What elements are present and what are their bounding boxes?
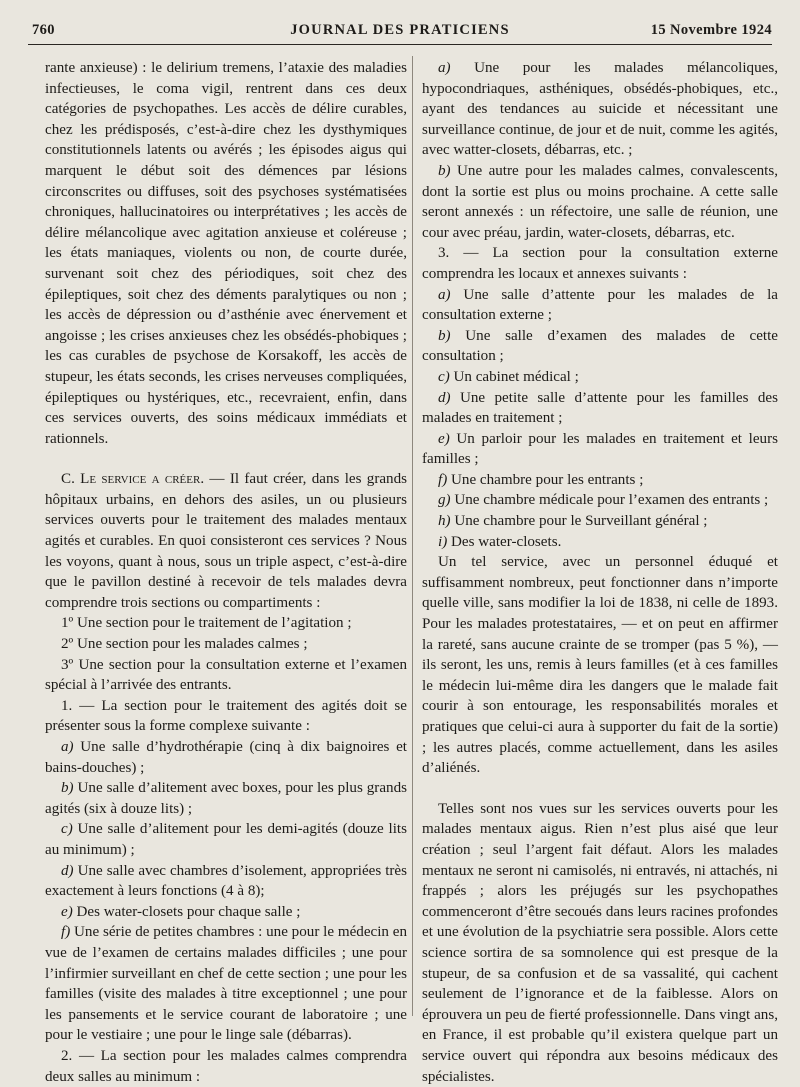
item-letter: f) <box>438 471 448 488</box>
section-1-item-c <box>45 819 407 860</box>
item-text: Une salle d’alitement pour les demi-agités (douze lits au minimum) ; <box>45 821 407 858</box>
item-text: Des water-closets pour chaque salle ; <box>72 903 301 920</box>
section-3-item-c <box>422 367 778 388</box>
item-text: Une salle avec chambres d’isolement, appropriées très exactement à leurs fonctions (4 à 8); <box>45 862 407 900</box>
section-3-intro: 3. — La section pour la consultation externe comprendra les locaux et annexes suivants : <box>422 245 778 282</box>
section-c-paragraph <box>45 469 407 613</box>
item-text: Un cabinet médical ; <box>449 368 579 385</box>
section-2-item-a <box>422 58 778 161</box>
item-letter: g) <box>438 492 451 509</box>
paragraph-psychopath-categories: rante anxieuse) : le delirium tremens, l’ataxie des maladies infectieuses, le coma vigil, rentrent dans ces deux catégories de psychopathes. Les accès de délire curables, chez les prédisposés, c’est-à-dire chez les dysthymiques constitutionnels latents ou avérés ; les épisodes aigus qui marquent le début soit des démences par lésions circonscrites ou diffuses, soit des psychoses systématisées chroniques, hallucinatoires ou interprétatives ; les accès de délire mélancolique avec agitation anxieuse et coléreuse ; les états maniaques, violents ou non, de courte durée, survenant soit chez des périodiques, soit chez des épileptiques, soit chez des déments paralytiques ou non ; les accès de dépression ou d’asthénie avec énervement et angoisse ; les crises anxieuses chez les obsédés-phobiques ; les cas curables de psychose de Korsakoff, les accès de stupeur, les états seconds, les crises nerveuses compliquées, épileptiques ou hystériques, etc., recevraient, enfin, dans ces services ouverts, des soins médicaux immédiats et rationnels. <box>45 60 407 447</box>
item-letter: c) <box>61 821 73 838</box>
item-text: Une autre pour les malades calmes, convalescents, dont la sortie est plus ou moins prochaine. A cette salle seront annexés : un réfectoire, une salle de réunion, une cour avec préau, jardin, water-closets, débarras, etc. <box>422 162 778 241</box>
item-text: Des water-closets. <box>447 533 562 550</box>
item-text: Une pour les malades mélancoliques, hypocondriaques, asthéniques, obsédés-phobiques, etc., ayant des tendances au suicide et nécessitant une surveillance continue, de jour et de nuit, comme les agités, avec watter-closets, débarras, etc. ; <box>422 60 778 159</box>
item-text: Une série de petites chambres : une pour le médecin en vue de l’examen de certains malades difficiles ; une pour l’infirmier surveillant en chef de cette section ; une pour les familles (visite des malades à titre exceptionnel ; une pour les pansements et le service courant de laboratoire ; une pour le vestiaire ; une pour le linge sale (débarras). <box>45 924 407 1044</box>
journal-title: JOURNAL DES PRATICIENS <box>290 22 510 38</box>
item-letter: a) <box>438 60 451 76</box>
page-number: 760 <box>32 22 55 38</box>
paragraph-service-operation: Un tel service, avec un personnel éduqué et suffisamment nombreux, peut fonctionner dans n’importe quelle ville, sans modifier la loi de 1838, ni celle de 1893. Pour les malades protestataires, — et on peut en affirmer la rareté, sans aucune crainte de se tromper (pas 5 %), — ils seront, les uns, remis à leurs familles (et à ces familles le médecin lui-même dira les dangers que le malade fait courir à son entourage, les responsabilités morales et pratiques que celui-ci aura à supporter du fait de la sortie) ; les autres placés, comme actuellement, dans les asiles d’aliénés. <box>422 554 778 777</box>
item-letter: a) <box>61 739 74 755</box>
section-3-item-g <box>422 490 778 511</box>
item-text: Une chambre pour le Surveillant général ; <box>450 513 708 530</box>
section-1-item-a <box>45 737 407 778</box>
item-letter: a) <box>438 286 451 303</box>
issue-date: 15 Novembre 1924 <box>650 22 772 38</box>
item-letter: b) <box>438 327 451 344</box>
item-text: Un parloir pour les malades en traitement et leurs familles ; <box>422 430 778 468</box>
section-c-text: — Il faut créer, dans les grands hôpitaux urbains, en dehors des asiles, un ou plusieurs services ouverts pour le traitement des malades mentaux agités et curables. En quoi consisteront ces services ? Nous les voyons, quant à nous, sous un triple aspect, c’est-à-dire que le pavillon destiné à recevoir de tels malades devra comprendre trois sections ou compartiments : <box>45 471 408 611</box>
section-1-intro: 1. — La section pour le traitement des agités doit se présenter sous la forme complexe suivante : <box>45 697 407 735</box>
section-3-item-i <box>422 532 778 553</box>
list-item-3: 3º Une section pour la consultation externe et l’examen spécial à l’arrivée des entrants. <box>45 656 407 694</box>
section-3-item-h <box>422 511 778 532</box>
section-1-item-b <box>45 778 407 819</box>
list-item-1: 1º Une section pour le traitement de l’agitation ; <box>61 615 352 632</box>
item-letter: b) <box>61 780 74 797</box>
left-column <box>45 58 407 1087</box>
column-divider <box>412 56 413 1016</box>
item-letter: b) <box>438 162 451 179</box>
section-2-item-b <box>422 161 778 243</box>
item-text: Une salle d’alitement avec boxes, pour les plus grands agités (six à douze lits) ; <box>45 780 407 817</box>
item-letter: e) <box>438 430 450 447</box>
section-2-intro: 2. — La section pour les malades calmes comprendra deux salles au minimum : <box>45 1047 407 1085</box>
section-3-item-b <box>422 326 778 367</box>
item-letter: h) <box>438 513 451 530</box>
item-text: Une chambre pour les entrants ; <box>447 471 644 488</box>
section-3-item-e <box>422 429 778 470</box>
item-text: Une salle d’hydrothérapie (cinq à dix baignoires et bains-douches) ; <box>45 739 407 776</box>
item-letter: i) <box>438 533 448 550</box>
section-1-item-f <box>45 922 407 1046</box>
item-text: Une petite salle d’attente pour les familles des malades en traitement ; <box>422 389 778 427</box>
right-column <box>422 58 778 1087</box>
section-3-item-d <box>422 388 778 429</box>
item-letter: d) <box>61 862 74 879</box>
item-letter: d) <box>438 389 451 406</box>
paragraph-conclusion: Telles sont nos vues sur les services ouverts pour les malades mentaux aigus. Rien n’est plus aisé que leur création ; seul l’argent fait défaut. Alors les malades mentaux ne seront ni camisolés, ni entravés, ni attachés, ni frappés ; alors les préjugés sur les psychopathes commenceront d’être secoués dans leurs racines profondes et une évolution de la psychiatrie sera possible. Alors cette science sortira de sa somnolence qui est presque de la stupeur, de sa confusion et de sa vassalité, qui cachent seulement de l’ignorance et de la faiblesse. Alors on éprouvera un peu de fierté professionnelle. Dans vingt ans, en France, il est probable qu’il existera quelque part un service ouvert qui répondra aux besoins médicaux des spécialistes. <box>422 800 778 1085</box>
page-header <box>28 18 772 45</box>
item-letter: c) <box>438 368 450 385</box>
item-letter: f) <box>61 924 71 941</box>
list-item-2: 2º Une section pour les malades calmes ; <box>61 636 308 653</box>
section-1-item-d <box>45 861 407 902</box>
section-3-item-a <box>422 285 778 326</box>
item-text: Une salle d’examen des malades de cette consultation ; <box>422 327 778 365</box>
section-c-heading: C. Le service a créer. <box>61 471 205 488</box>
item-letter: e) <box>61 903 73 920</box>
section-3-item-f <box>422 470 778 491</box>
item-text: Une chambre médicale pour l’examen des entrants ; <box>450 492 769 509</box>
item-text: Une salle d’attente pour les malades de la consultation externe ; <box>422 286 778 324</box>
section-1-item-e <box>45 902 407 923</box>
